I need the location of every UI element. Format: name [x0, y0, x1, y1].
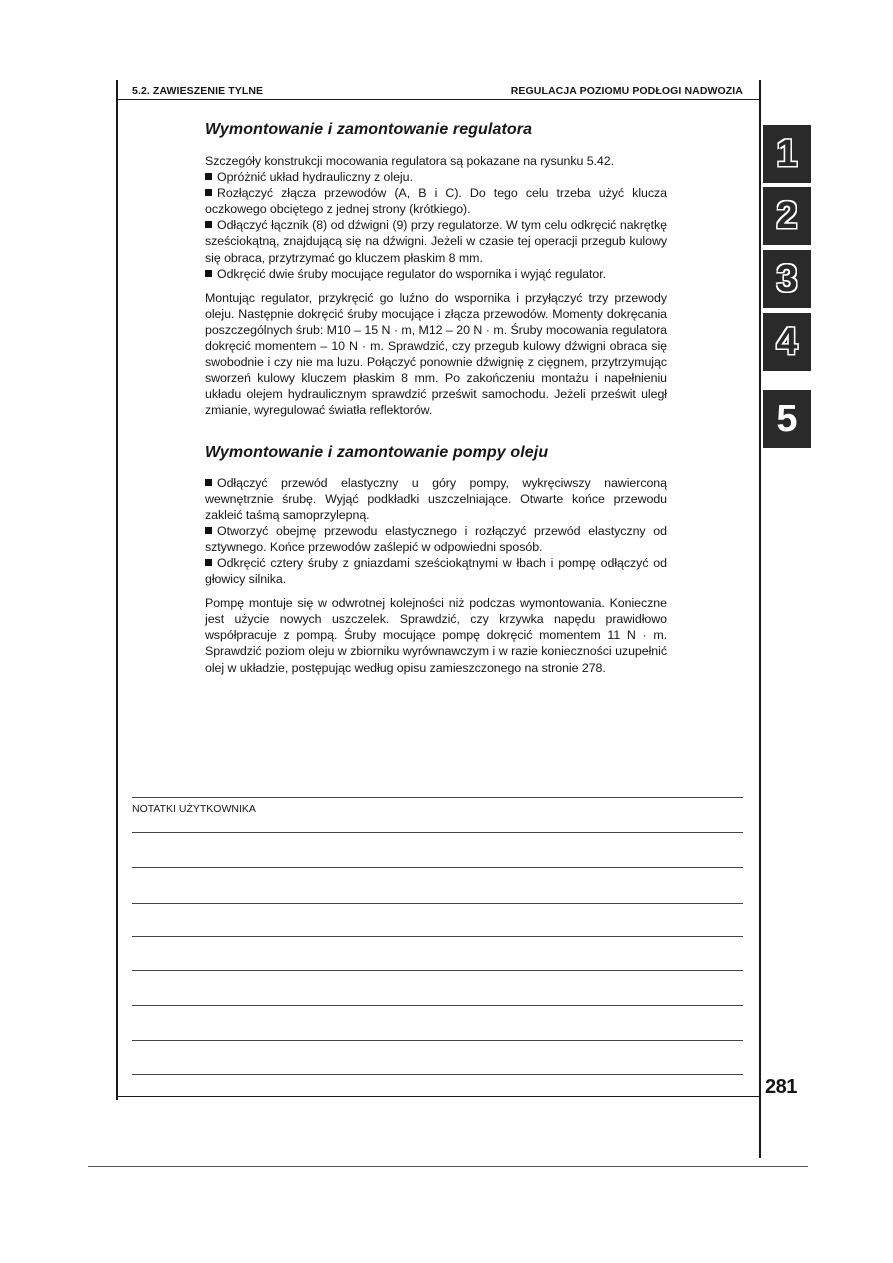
bullet-item: Rozłączyć złącza przewodów (A, B i C). Do tego celu trzeba użyć klucza oczkowego obciętego z jednej strony (krótkiego). [205, 186, 667, 217]
note-line [132, 867, 743, 868]
section-regulator [205, 120, 667, 419]
bullet-item: Odłączyć przewód elastyczny u góry pompy, wykręciwszy nawierconą wewnętrznie śrubę. Wyjąć podkładki uszczelniające. Otwarte końce przewodu zakleić taśmą samoprzylepną. [205, 475, 667, 522]
bullet-item: Opróżnić układ hydrauliczny z oleju. [205, 169, 667, 185]
chapter-tab-2[interactable]: 2 [763, 187, 811, 245]
bullet-square-icon [205, 559, 212, 566]
bullet-square-icon [205, 221, 212, 228]
note-line [132, 903, 743, 904]
bullet-item: Odłączyć łącznik (8) od dźwigni (9) przy regulatorze. W tym celu odkręcić nakrętkę sześciokątną, znajdującą się na dźwigni. Jeżeli w czasie tej operacji przegub kulowy się obraca, przytrzymać go kluczem płaskim 8 mm. [205, 218, 667, 265]
intro-paragraph: Szczegóły konstrukcji mocowania regulatora są pokazane na rysunku 5.42. [205, 154, 615, 168]
note-line [132, 1074, 743, 1075]
running-header-section: 5.2. ZAWIESZENIE TYLNE [132, 85, 264, 97]
chapter-tab-4[interactable]: 4 [763, 313, 811, 371]
footer-rule [116, 1096, 760, 1097]
closing-paragraph: Montując regulator, przykręcić go luźno do wspornika i przyłączyć trzy przewody oleju. Następnie dokręcić śruby mocujące i złącza przewodów. Momenty dokręcania poszczególnych śrub: M10 – 15 N · m, M12 – 20 N · m. Śruby mocowania regulatora dokręcić momentem – 10 N · m. Sprawdzić, czy przegub kulowy dźwigni obraca się swobodnie i czy nie ma luzu. Połączyć ponownie dźwignię z cięgnem, przytrzymując sworzeń kulowy kluczem płaskim 8 mm. Po zakończeniu montażu i napełnieniu układu olejem hydraulicznym sprawdzić prześwit samochodu. Jeżeli prześwit uległ zmianie, wyregulować światła reflektorów. [205, 290, 667, 418]
page-content [205, 120, 667, 676]
closing-paragraph: Pompę montuje się w odwrotnej kolejności niż podczas wymontowania. Konieczne jest użycie nowych uszczelek. Sprawdzić, czy krzywka napędu prawidłowo współpracuje z pompą. Śruby mocujące pompę dokręcić momentem 11 N · m. Sprawdzić poziom oleju w zbiorniku wyrównawczym i w razie konieczności uzupełnić olej w układzie, postępując według opisu zamieszczonego na stronie 278. [205, 596, 667, 675]
notes-top-rule [132, 797, 743, 798]
note-line [132, 970, 743, 971]
bullet-square-icon [205, 479, 212, 486]
bullet-square-icon [205, 173, 212, 180]
header-rule [116, 99, 760, 100]
note-line [132, 1005, 743, 1006]
running-header-chapter: REGULACJA POZIOMU PODŁOGI NADWOZIA [510, 85, 743, 97]
bullet-item: Odkręcić cztery śruby z gniazdami sześciokątnymi w łbach i pompę odłączyć od głowicy silnika. [205, 555, 667, 587]
section-oil-pump [205, 443, 667, 676]
notes-label: NOTATKI UŻYTKOWNIKA [132, 803, 256, 815]
chapter-tab-5-active[interactable]: 5 [763, 390, 811, 448]
note-line [132, 832, 743, 833]
bullet-item: Odkręcić dwie śruby mocujące regulator do wspornika i wyjąć regulator. [205, 266, 667, 282]
chapter-tab-3[interactable]: 3 [763, 250, 811, 308]
bullet-square-icon [205, 189, 212, 196]
bullet-square-icon [205, 527, 212, 534]
bullet-item: Otworzyć obejmę przewodu elastycznego i rozłączyć przewód elastyczny od sztywnego. Końce przewodów zaślepić w odpowiedni sposób. [205, 523, 667, 554]
page-number: 281 [765, 1076, 797, 1098]
section-title: Wymontowanie i zamontowanie regulatora [205, 121, 533, 138]
note-line [132, 1040, 743, 1041]
left-margin-rule [116, 80, 118, 1100]
note-line [132, 936, 743, 937]
page-bottom-rule [88, 1166, 808, 1167]
chapter-tab-1[interactable]: 1 [763, 125, 811, 183]
section-title: Wymontowanie i zamontowanie pompy oleju [205, 443, 549, 461]
right-margin-rule [759, 80, 761, 1158]
bullet-square-icon [205, 270, 212, 277]
